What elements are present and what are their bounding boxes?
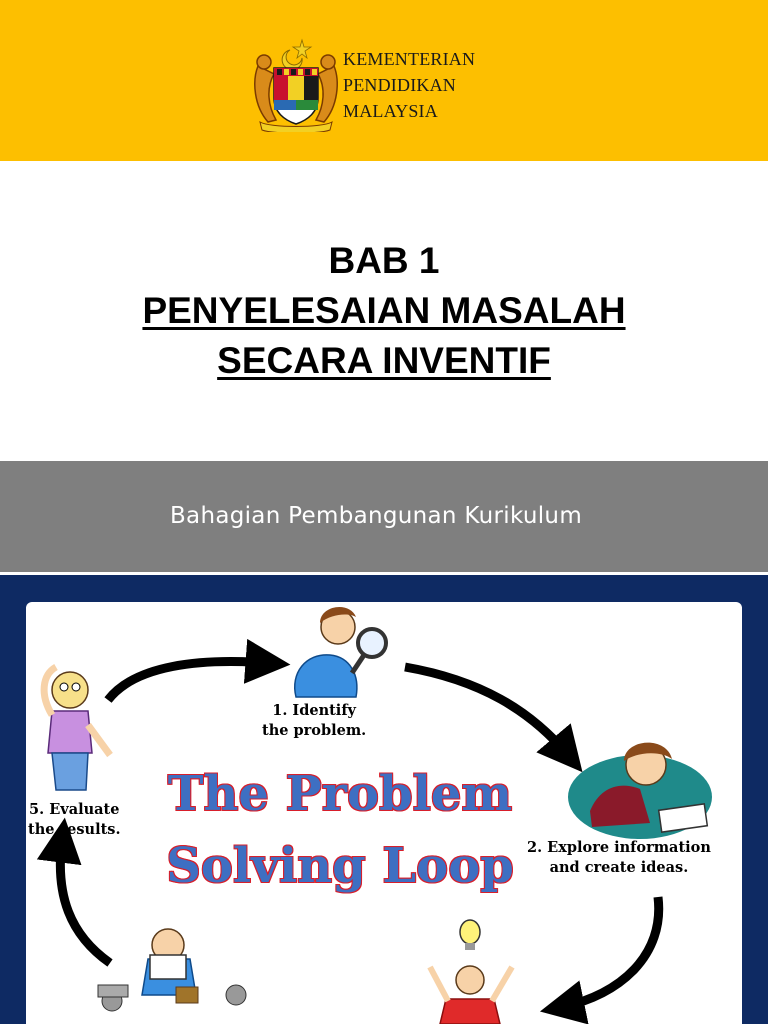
tinkering-boy-icon	[98, 929, 246, 1011]
ministry-line-2: PENDIDIKAN	[343, 75, 456, 95]
chapter-label: BAB 1	[328, 240, 440, 281]
evaluate-kid-icon	[44, 667, 110, 790]
step-evaluate-label: 5. Evaluate the results.	[28, 801, 121, 838]
header-band	[0, 0, 768, 161]
coat-of-arms-icon	[250, 36, 342, 132]
poster-title: The Problem Solving Loop	[166, 766, 514, 894]
slide-title	[0, 236, 768, 386]
step-explore-label: 2. Explore information and create ideas.	[527, 839, 711, 876]
division-label: Bahagian Pembangunan Kurikulum	[169, 503, 583, 529]
explore-child-icon	[568, 743, 712, 839]
identify-boy-icon	[295, 607, 386, 697]
step-identify-label: 1. Identify the problem.	[262, 702, 367, 739]
chapter-title-line-1: PENYELESAIAN MASALAH	[142, 290, 626, 331]
loop-arrow-lower-right	[562, 897, 659, 1007]
loop-arrow-top	[108, 662, 268, 700]
loop-arrow-right	[405, 667, 568, 755]
idea-kid-icon	[430, 920, 512, 1024]
chapter-title-line-2: SECARA INVENTIF	[217, 340, 551, 381]
ministry-line-1: KEMENTERIAN	[343, 49, 476, 69]
ministry-name	[343, 46, 475, 124]
loop-arrow-left	[60, 840, 110, 963]
ministry-line-3: MALAYSIA	[343, 101, 438, 121]
